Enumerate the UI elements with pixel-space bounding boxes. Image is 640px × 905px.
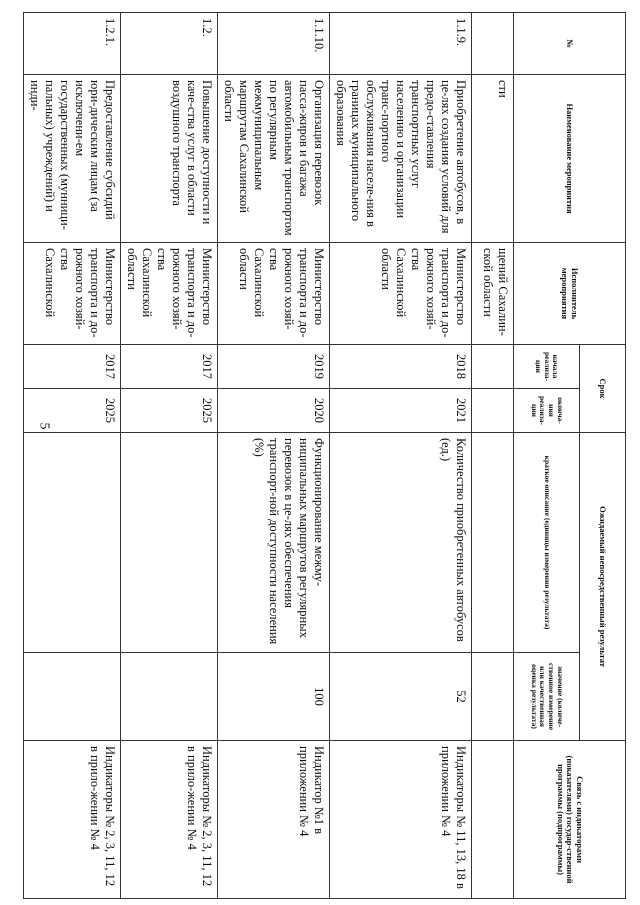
row-name: Предоставление субсидий юри-дическим лицам (за исключени-ем государственных (мунници-пальных) учреждений) и инди- — [24, 75, 121, 243]
header-result-desc: краткое описание (единицы измерения результата) — [514, 433, 580, 653]
table-row — [472, 13, 514, 899]
row-no — [472, 13, 514, 75]
table-row — [218, 13, 330, 899]
row-link: Индикаторы № 2, 3, 11, 12 в прило-жении № 4 — [121, 741, 218, 899]
measures-table — [23, 12, 626, 899]
header-link: Связь с индикаторами (показателями) государ-ственной программы (подпрограммы) — [514, 741, 626, 899]
row-name: сти — [472, 75, 514, 243]
row-name: Повышение доступности и каче-ства услуг в области воздушного транспорта — [121, 75, 218, 243]
row-name: Приобретение автобусов, в це-лях создания условий для предо-ставления транспортных услуг населению и организации транс-портного обслуживания населе-ния в границах муниципального образования — [330, 75, 472, 243]
row-link: Индикатор №1 в приложении № 4 — [218, 741, 330, 899]
row-value — [121, 653, 218, 741]
row-start: 2018 — [330, 345, 472, 389]
row-end: 2025 — [24, 389, 121, 433]
table-row — [24, 13, 121, 899]
row-no: 1.1.10. — [218, 13, 330, 75]
header-row-1 — [580, 13, 626, 899]
row-executor: Министерство транспорта и до-рожного хозяй-ства Сахалинской — [24, 243, 121, 345]
header-executor: Исполнитель мероприятия — [514, 243, 626, 345]
row-start: 2017 — [121, 345, 218, 389]
row-link: Индикаторы № 2, 3, 11, 12 в прило-жении № 4 — [24, 741, 121, 899]
row-end — [472, 389, 514, 433]
row-no: 1.2.1. — [24, 13, 121, 75]
header-result-value: значение (количе-ственное измерение или качественная оценка результата) — [514, 653, 580, 741]
row-end: 2025 — [121, 389, 218, 433]
rotated-table-container — [28, 12, 626, 898]
row-link: Индикаторы № 11, 13, 18 в приложении № 4 — [330, 741, 472, 899]
header-term: Срок — [580, 345, 626, 433]
row-executor: Министерство транспорта и до-рожного хозяй-ства Сахалинской области — [330, 243, 472, 345]
row-end: 2020 — [218, 389, 330, 433]
header-name: Наименование мероприятия — [514, 75, 626, 243]
row-value — [472, 653, 514, 741]
row-value — [24, 653, 121, 741]
row-executor: щений Сахалин-ской области — [472, 243, 514, 345]
header-term-end: оконча-ния реализа-ции — [514, 389, 580, 433]
row-desc: Функционирование межму-ниципальных маршрутов регулярных перевозок в це-лях обеспечения транспорт-ной доступности населения (%) — [218, 433, 330, 653]
row-executor: Министерство транспорта и до-рожного хозяй-ства Сахалинской области — [218, 243, 330, 345]
row-link — [472, 741, 514, 899]
header-term-start: начала реализа-ции — [514, 345, 580, 389]
table-row — [121, 13, 218, 899]
row-executor: Министерство транспорта и до-рожного хозяй-ства Сахалинской области — [121, 243, 218, 345]
header-no: № — [514, 13, 626, 75]
row-desc: Количество приобретенных автобусов (ед.) — [330, 433, 472, 653]
row-desc — [121, 433, 218, 653]
row-end: 2021 — [330, 389, 472, 433]
row-no: 1.1.9. — [330, 13, 472, 75]
row-desc — [472, 433, 514, 653]
row-desc — [24, 433, 121, 653]
row-value: 100 — [218, 653, 330, 741]
row-value: 52 — [330, 653, 472, 741]
header-expected-result: Ожидаемый непосредственный результат — [580, 433, 626, 741]
row-start — [472, 345, 514, 389]
row-start: 2017 — [24, 345, 121, 389]
table-row — [330, 13, 472, 899]
row-no: 1.2. — [121, 13, 218, 75]
row-start: 2019 — [218, 345, 330, 389]
page-number: 5 — [36, 422, 52, 430]
row-name: Организация перевозок пасса-жиров и багажа автомобильным транспортом по регулярным межмуниципальным маршрутам Сахалинской области — [218, 75, 330, 243]
